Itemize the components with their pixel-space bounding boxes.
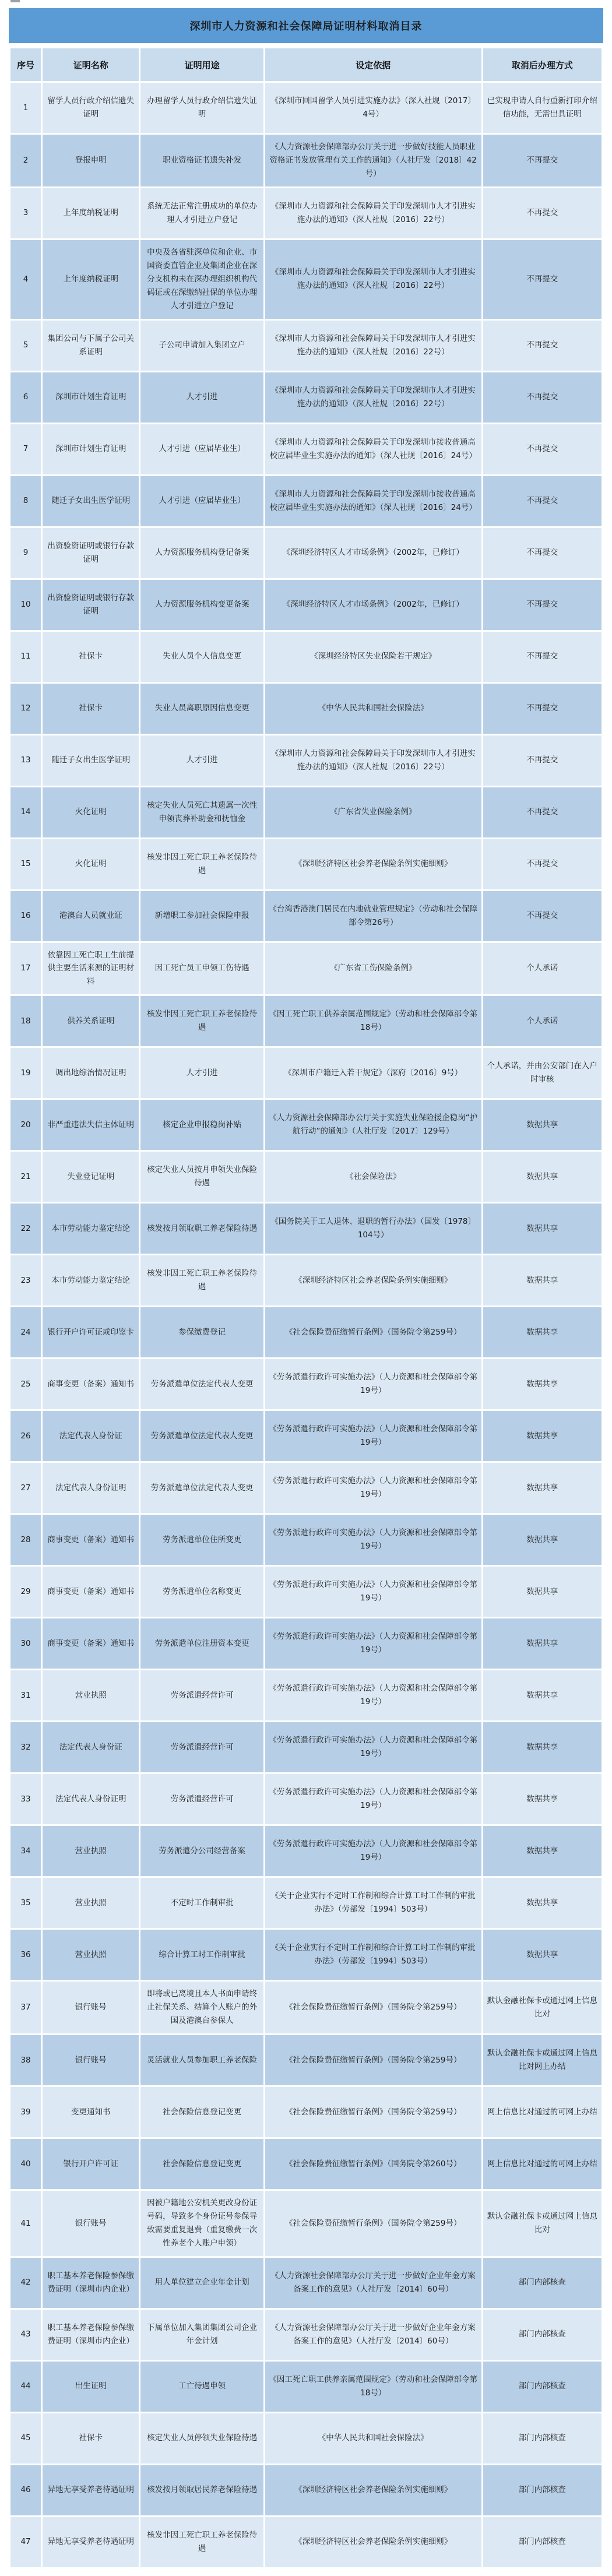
cell-serial-no: 34 [10, 1826, 41, 1876]
cell-certificate-name: 出资验资证明或银行存款证明 [43, 580, 139, 630]
cell-certificate-name: 商事变更（备案）通知书 [43, 1515, 139, 1565]
cell-post-cancellation-method: 不再提交 [483, 787, 602, 837]
cell-certificate-purpose: 人力资源服务机构变更备案 [140, 580, 263, 630]
cell-serial-no: 46 [10, 2465, 41, 2515]
cell-certificate-purpose: 核发按月领取居民养老保险待遇 [140, 2465, 263, 2515]
table-row [10, 1255, 602, 1305]
cell-certificate-purpose: 人才引进（应届毕业生） [140, 476, 263, 526]
table-body [10, 83, 602, 2567]
cell-post-cancellation-method: 网上信息比对通过的可网上办结 [483, 2139, 602, 2189]
page-title: 深圳市人力资源和社会保障局证明材料取消目录 [189, 20, 423, 33]
cell-serial-no: 17 [10, 943, 41, 995]
table-row [10, 684, 602, 734]
cell-setting-basis: 《劳务派遣行政许可实施办法》（人力资源和社会保障部令第19号） [265, 1774, 481, 1824]
cell-setting-basis: 《劳务派遣行政许可实施办法》（人力资源和社会保障部令第19号） [265, 1359, 481, 1409]
cell-certificate-name: 本市劳动能力鉴定结论 [43, 1203, 139, 1254]
table-row [10, 943, 602, 995]
cell-serial-no: 14 [10, 787, 41, 837]
cell-setting-basis: 《劳务派遣行政许可实施办法》（人力资源和社会保障部令第19号） [265, 1411, 481, 1461]
table-row [10, 188, 602, 238]
cell-certificate-purpose: 灵活就业人员参加职工养老保险 [140, 2035, 263, 2085]
cell-certificate-name: 上年度纳税证明 [43, 240, 139, 319]
cell-certificate-purpose: 核发非因工死亡职工养老保险待遇 [140, 2517, 263, 2567]
cell-serial-no: 38 [10, 2035, 41, 2085]
cell-certificate-name: 深圳市计划生育证明 [43, 372, 139, 423]
table-row [10, 1359, 602, 1409]
cell-post-cancellation-method: 数据共享 [483, 1774, 602, 1824]
cell-post-cancellation-method: 个人承诺 [483, 943, 602, 995]
table-row [10, 1100, 602, 1150]
cell-certificate-purpose: 工亡待遇申领 [140, 2362, 263, 2412]
cell-certificate-name: 非严重违法失信主体证明 [43, 1100, 139, 1150]
cell-certificate-name: 社保卡 [43, 684, 139, 734]
cell-post-cancellation-method: 数据共享 [483, 1100, 602, 1150]
cell-certificate-purpose: 劳务派遣经营许可 [140, 1774, 263, 1824]
cell-certificate-purpose: 即将或已离境且本人书面申请终止社保关系、结算个人账户的外国及港澳台参保人 [140, 1982, 263, 2033]
cell-post-cancellation-method: 网上信息比对通过的可网上办结 [483, 2087, 602, 2137]
cell-certificate-name: 异地无享受养老待遇证明 [43, 2465, 139, 2515]
cell-certificate-purpose: 人才引进 [140, 736, 263, 786]
cell-certificate-purpose: 核定失业人员按月申领失业保险待遇 [140, 1152, 263, 1202]
cell-certificate-name: 登报申明 [43, 135, 139, 186]
cell-post-cancellation-method: 个人承诺 [483, 996, 602, 1046]
cell-certificate-purpose: 劳务派遣经营许可 [140, 1670, 263, 1720]
cell-setting-basis: 《深圳市人力资源和社会保障局关于印发深圳市人才引进实施办法的通知》（深人社规〔2016〕22号） [265, 372, 481, 423]
cell-serial-no: 2 [10, 135, 41, 186]
cell-serial-no: 15 [10, 839, 41, 889]
cell-certificate-purpose: 核定失业人员死亡其遗属一次性申领丧葬补助金和抚恤金 [140, 787, 263, 837]
cell-setting-basis: 《社会保险费征缴暂行条例》（国务院令第260号） [265, 2139, 481, 2189]
cell-setting-basis: 《深圳市人力资源和社会保障局关于印发深圳市人才引进实施办法的通知》（深人社规〔2016〕22号） [265, 736, 481, 786]
cell-certificate-name: 银行开户许可证或印鉴卡 [43, 1307, 139, 1357]
cell-post-cancellation-method: 不再提交 [483, 372, 602, 423]
cell-post-cancellation-method: 数据共享 [483, 1930, 602, 1980]
cell-setting-basis: 《劳务派遣行政许可实施办法》（人力资源和社会保障部令第19号） [265, 1826, 481, 1876]
cell-certificate-name: 银行账号 [43, 2035, 139, 2085]
table-row [10, 2362, 602, 2412]
cell-certificate-purpose: 人才引进 [140, 372, 263, 423]
cell-certificate-name: 港澳台人员就业证 [43, 891, 139, 941]
cell-setting-basis: 《台湾香港澳门居民在内地就业管理规定》（劳动和社会保障部令第26号） [265, 891, 481, 941]
cell-setting-basis: 《深圳经济特区社会养老保险条例实施细则》 [265, 1255, 481, 1305]
cell-certificate-name: 上年度纳税证明 [43, 188, 139, 238]
cell-serial-no: 44 [10, 2362, 41, 2412]
cell-serial-no: 5 [10, 321, 41, 371]
cell-post-cancellation-method: 不再提交 [483, 632, 602, 682]
cell-setting-basis: 《社会保险费征缴暂行条例》（国务院令第259号） [265, 1982, 481, 2033]
cell-setting-basis: 《深圳市回国留学人员引进实施办法》（深人社规〔2017〕4号） [265, 83, 481, 133]
cell-post-cancellation-method: 部门内部核查 [483, 2310, 602, 2360]
cell-serial-no: 20 [10, 1100, 41, 1150]
cell-post-cancellation-method: 数据共享 [483, 1203, 602, 1254]
table-row [10, 2310, 602, 2360]
table-header [10, 48, 602, 81]
cell-certificate-name: 职工基本养老保险参保缴费证明（深圳市内企业） [43, 2258, 139, 2308]
cell-serial-no: 31 [10, 1670, 41, 1720]
cell-certificate-purpose: 核定企业申报稳岗补贴 [140, 1100, 263, 1150]
cell-post-cancellation-method: 不再提交 [483, 736, 602, 786]
cell-setting-basis: 《人力资源社会保障部办公厅关于进一步做好技能人员职业资格证书发放管理有关工作的通知》（人社厅发〔2018〕42号） [265, 135, 481, 186]
cell-post-cancellation-method: 不再提交 [483, 188, 602, 238]
cell-certificate-purpose: 人才引进（应届毕业生） [140, 424, 263, 474]
column-header-2: 证明用途 [140, 48, 263, 81]
cell-post-cancellation-method: 不再提交 [483, 476, 602, 526]
table-row [10, 996, 602, 1046]
cell-setting-basis: 《深圳经济特区失业保险若干规定》 [265, 632, 481, 682]
cell-post-cancellation-method: 默认金融社保卡或通过网上信息比对 [483, 1982, 602, 2033]
cell-setting-basis: 《因工死亡职工供养亲属范围规定》（劳动和社会保障部令第18号） [265, 2362, 481, 2412]
cell-certificate-purpose: 因被户籍地公安机关更改身份证号码，导致多个身份证号参保导致需要重复退费（重复缴费一次性养老个人账户申领） [140, 2191, 263, 2256]
table-row [10, 528, 602, 578]
cell-certificate-name: 随迁子女出生医学证明 [43, 736, 139, 786]
cell-certificate-name: 银行账号 [43, 1982, 139, 2033]
cell-post-cancellation-method: 已实现申请人自行重新打印介绍信功能，无需出具证明 [483, 83, 602, 133]
cell-setting-basis: 《劳务派遣行政许可实施办法》（人力资源和社会保障部令第19号） [265, 1722, 481, 1772]
cell-certificate-purpose: 劳务派遣分公司经营备案 [140, 1826, 263, 1876]
cell-post-cancellation-method: 数据共享 [483, 1411, 602, 1461]
cell-certificate-name: 调出地综治情况证明 [43, 1048, 139, 1098]
document-title-bar [9, 8, 603, 43]
cell-serial-no: 16 [10, 891, 41, 941]
table-row [10, 1307, 602, 1357]
cell-post-cancellation-method: 不再提交 [483, 240, 602, 319]
cell-post-cancellation-method: 不再提交 [483, 135, 602, 186]
cell-setting-basis: 《社会保险费征缴暂行条例》（国务院令第259号） [265, 2191, 481, 2256]
table-row [10, 632, 602, 682]
cell-certificate-name: 火化证明 [43, 787, 139, 837]
cell-serial-no: 39 [10, 2087, 41, 2137]
cell-post-cancellation-method: 数据共享 [483, 1722, 602, 1772]
table-row [10, 1618, 602, 1669]
cell-certificate-purpose: 劳务派遣单位法定代表人变更 [140, 1463, 263, 1513]
cell-setting-basis: 《劳务派遣行政许可实施办法》（人力资源和社会保障部令第19号） [265, 1670, 481, 1720]
table-row [10, 2517, 602, 2567]
cell-setting-basis: 《广东省失业保险条例》 [265, 787, 481, 837]
cell-post-cancellation-method: 部门内部核查 [483, 2517, 602, 2567]
cell-serial-no: 7 [10, 424, 41, 474]
cell-setting-basis: 《广东省工伤保险条例》 [265, 943, 481, 995]
cancellation-catalog-table [9, 47, 603, 2569]
cell-certificate-purpose: 新增职工参加社会保险申报 [140, 891, 263, 941]
cell-setting-basis: 《深圳经济特区社会养老保险条例实施细则》 [265, 2517, 481, 2567]
table-row [10, 1982, 602, 2033]
cell-certificate-name: 营业执照 [43, 1930, 139, 1980]
cell-certificate-purpose: 职业资格证书遗失补发 [140, 135, 263, 186]
table-row [10, 240, 602, 319]
cell-serial-no: 8 [10, 476, 41, 526]
cell-serial-no: 23 [10, 1255, 41, 1305]
cell-certificate-purpose: 劳务派遣单位名称变更 [140, 1567, 263, 1617]
cell-post-cancellation-method: 数据共享 [483, 1359, 602, 1409]
cell-serial-no: 40 [10, 2139, 41, 2189]
cell-serial-no: 6 [10, 372, 41, 423]
cell-certificate-name: 本市劳动能力鉴定结论 [43, 1255, 139, 1305]
cell-post-cancellation-method: 不再提交 [483, 684, 602, 734]
cell-certificate-name: 银行开户许可证 [43, 2139, 139, 2189]
cell-certificate-name: 银行账号 [43, 2191, 139, 2256]
table-row [10, 1515, 602, 1565]
cell-setting-basis: 《深圳市人力资源和社会保障局关于印发深圳市人才引进实施办法的通知》（深人社规〔2016〕22号） [265, 240, 481, 319]
cell-setting-basis: 《深圳市户籍迁入若干规定》（深府〔2016〕9号） [265, 1048, 481, 1098]
table-row [10, 736, 602, 786]
cell-serial-no: 28 [10, 1515, 41, 1565]
cell-certificate-name: 营业执照 [43, 1826, 139, 1876]
cell-setting-basis: 《劳务派遣行政许可实施办法》（人力资源和社会保障部令第19号） [265, 1463, 481, 1513]
cell-setting-basis: 《深圳经济特区社会养老保险条例实施细则》 [265, 2465, 481, 2515]
table-row [10, 372, 602, 423]
table-row [10, 1878, 602, 1928]
cell-serial-no: 43 [10, 2310, 41, 2360]
table-row [10, 1670, 602, 1720]
cell-certificate-name: 商事变更（备案）通知书 [43, 1567, 139, 1617]
table-row [10, 321, 602, 371]
cell-setting-basis: 《社会保险费征缴暂行条例》（国务院令第259号） [265, 2035, 481, 2085]
table-row [10, 1203, 602, 1254]
cell-certificate-purpose: 劳务派遣经营许可 [140, 1722, 263, 1772]
cell-certificate-name: 法定代表人身份证明 [43, 1774, 139, 1824]
cell-serial-no: 25 [10, 1359, 41, 1409]
cell-serial-no: 13 [10, 736, 41, 786]
cell-serial-no: 4 [10, 240, 41, 319]
cell-setting-basis: 《深圳经济特区人才市场条例》（2002年，已修订） [265, 580, 481, 630]
cell-post-cancellation-method: 不再提交 [483, 424, 602, 474]
cell-certificate-purpose: 系统无法正常注册成功的单位办理人才引进立户登记 [140, 188, 263, 238]
cell-post-cancellation-method: 数据共享 [483, 1307, 602, 1357]
table-row [10, 1048, 602, 1098]
table-row [10, 2413, 602, 2464]
table-row [10, 1722, 602, 1772]
table-row [10, 839, 602, 889]
cell-certificate-name: 法定代表人身份证明 [43, 1463, 139, 1513]
cell-certificate-purpose: 劳务派遣单位注册资本变更 [140, 1618, 263, 1669]
cell-certificate-name: 商事变更（备案）通知书 [43, 1359, 139, 1409]
cell-certificate-name: 营业执照 [43, 1670, 139, 1720]
column-header-4: 取消后办理方式 [483, 48, 602, 81]
cell-serial-no: 1 [10, 83, 41, 133]
cell-post-cancellation-method: 数据共享 [483, 1826, 602, 1876]
cell-serial-no: 36 [10, 1930, 41, 1980]
cell-certificate-name: 集团公司与下属子公司关系证明 [43, 321, 139, 371]
cell-setting-basis: 《因工死亡职工供养亲属范围规定》（劳动和社会保障部令第18号） [265, 996, 481, 1046]
cell-serial-no: 22 [10, 1203, 41, 1254]
cell-post-cancellation-method: 不再提交 [483, 528, 602, 578]
cell-certificate-name: 法定代表人身份证 [43, 1722, 139, 1772]
cell-setting-basis: 《深圳市人力资源和社会保障局关于印发深圳市接收普通高校应届毕业生实施办法的通知》（深人社规〔2016〕24号） [265, 476, 481, 526]
cell-post-cancellation-method: 不再提交 [483, 580, 602, 630]
cell-post-cancellation-method: 不再提交 [483, 321, 602, 371]
cell-post-cancellation-method: 默认金融社保卡或通过网上信息比对网上办结 [483, 2035, 602, 2085]
cell-serial-no: 24 [10, 1307, 41, 1357]
cell-certificate-name: 出生证明 [43, 2362, 139, 2412]
cell-serial-no: 18 [10, 996, 41, 1046]
cell-setting-basis: 《劳务派遣行政许可实施办法》（人力资源和社会保障部令第19号） [265, 1618, 481, 1669]
cell-post-cancellation-method: 数据共享 [483, 1878, 602, 1928]
cell-post-cancellation-method: 数据共享 [483, 1670, 602, 1720]
cell-certificate-purpose: 社会保险信息登记变更 [140, 2139, 263, 2189]
cell-post-cancellation-method: 默认金融社保卡或通过网上信息比对 [483, 2191, 602, 2256]
cell-serial-no: 42 [10, 2258, 41, 2308]
table-row [10, 83, 602, 133]
cell-post-cancellation-method: 部门内部核查 [483, 2413, 602, 2464]
table-row [10, 2191, 602, 2256]
cell-setting-basis: 《劳务派遣行政许可实施办法》（人力资源和社会保障部令第19号） [265, 1567, 481, 1617]
cell-certificate-purpose: 参保缴费登记 [140, 1307, 263, 1357]
table-row [10, 2087, 602, 2137]
cell-certificate-purpose: 办理留学人员行政介绍信遗失证明 [140, 83, 263, 133]
cell-post-cancellation-method: 数据共享 [483, 1152, 602, 1202]
table-row [10, 2139, 602, 2189]
column-header-1: 证明名称 [43, 48, 139, 81]
cell-post-cancellation-method: 数据共享 [483, 1463, 602, 1513]
cell-serial-no: 10 [10, 580, 41, 630]
cell-setting-basis: 《人力资源社会保障部办公厅关于实施失业保险援企稳岗“护航行动”的通知》（人社厅发〔2017〕129号） [265, 1100, 481, 1150]
cell-certificate-purpose: 劳务派遣单位法定代表人变更 [140, 1411, 263, 1461]
cell-certificate-name: 职工基本养老保险参保缴费证明（深圳市内企业） [43, 2310, 139, 2360]
table-row [10, 2465, 602, 2515]
cell-certificate-purpose: 核发非因工死亡职工养老保险待遇 [140, 996, 263, 1046]
screen-edge-artifact [10, 0, 20, 2]
cell-setting-basis: 《深圳市人力资源和社会保障局关于印发深圳市人才引进实施办法的通知》（深人社规〔2016〕22号） [265, 188, 481, 238]
cell-certificate-name: 出资验资证明或银行存款证明 [43, 528, 139, 578]
table-row [10, 1774, 602, 1824]
cell-serial-no: 47 [10, 2517, 41, 2567]
cell-setting-basis: 《劳务派遣行政许可实施办法》（人力资源和社会保障部令第19号） [265, 1515, 481, 1565]
table-row [10, 1567, 602, 1617]
cell-certificate-name: 法定代表人身份证 [43, 1411, 139, 1461]
cell-post-cancellation-method: 数据共享 [483, 1515, 602, 1565]
cell-certificate-purpose: 核发非因工死亡职工养老保险待遇 [140, 839, 263, 889]
cell-certificate-purpose: 用人单位建立企业年金计划 [140, 2258, 263, 2308]
cell-setting-basis: 《国务院关于工人退休、退职的暂行办法》（国发〔1978〕104号） [265, 1203, 481, 1254]
table-row [10, 1463, 602, 1513]
cell-setting-basis: 《社会保险法》 [265, 1152, 481, 1202]
cell-certificate-name: 留学人员行政介绍信遗失证明 [43, 83, 139, 133]
cell-certificate-purpose: 失业人员离职原因信息变更 [140, 684, 263, 734]
cell-post-cancellation-method: 部门内部核查 [483, 2258, 602, 2308]
cell-setting-basis: 《中华人民共和国社会保险法》 [265, 2413, 481, 2464]
cell-serial-no: 30 [10, 1618, 41, 1669]
cell-setting-basis: 《社会保险费征缴暂行条例》（国务院令第259号） [265, 1307, 481, 1357]
cell-serial-no: 37 [10, 1982, 41, 2033]
cell-serial-no: 11 [10, 632, 41, 682]
cell-certificate-purpose: 因工死亡员工申领工伤待遇 [140, 943, 263, 995]
cell-certificate-name: 社保卡 [43, 2413, 139, 2464]
table-row [10, 476, 602, 526]
cell-certificate-purpose: 劳务派遣单位住所变更 [140, 1515, 263, 1565]
cell-serial-no: 35 [10, 1878, 41, 1928]
cell-certificate-name: 商事变更（备案）通知书 [43, 1618, 139, 1669]
cell-certificate-purpose: 核发按月领取职工养老保险待遇 [140, 1203, 263, 1254]
table-row [10, 1152, 602, 1202]
cell-certificate-purpose: 中央及各省驻深单位和企业、市国资委直管企业及集团企业在深分支机构未在深办理组织机构代码证或在深缴纳社保的单位办理人才引进立户登记 [140, 240, 263, 319]
table-row [10, 424, 602, 474]
table-row [10, 135, 602, 186]
cell-setting-basis: 《关于企业实行不定时工作制和综合计算工时工作制的审批办法》（劳部发〔1994〕503号） [265, 1930, 481, 1980]
cell-certificate-purpose: 核定失业人员停领失业保险待遇 [140, 2413, 263, 2464]
table-row [10, 2035, 602, 2085]
cell-post-cancellation-method: 个人承诺，并由公安部门在入户时审核 [483, 1048, 602, 1098]
column-header-0: 序号 [10, 48, 41, 81]
cell-post-cancellation-method: 不再提交 [483, 839, 602, 889]
cell-setting-basis: 《关于企业实行不定时工作制和综合计算工时工作制的审批办法》（劳部发〔1994〕503号） [265, 1878, 481, 1928]
cell-setting-basis: 《中华人民共和国社会保险法》 [265, 684, 481, 734]
cell-post-cancellation-method: 数据共享 [483, 1618, 602, 1669]
cell-serial-no: 9 [10, 528, 41, 578]
cell-post-cancellation-method: 部门内部核查 [483, 2465, 602, 2515]
cell-certificate-purpose: 人力资源服务机构登记备案 [140, 528, 263, 578]
cell-serial-no: 45 [10, 2413, 41, 2464]
cell-certificate-name: 变更通知书 [43, 2087, 139, 2137]
cell-certificate-name: 随迁子女出生医学证明 [43, 476, 139, 526]
table-row [10, 580, 602, 630]
table-row [10, 1411, 602, 1461]
cell-setting-basis: 《深圳市人力资源和社会保障局关于印发深圳市接收普通高校应届毕业生实施办法的通知》（深人社规〔2016〕24号） [265, 424, 481, 474]
cell-certificate-purpose: 劳务派遣单位法定代表人变更 [140, 1359, 263, 1409]
table-row [10, 2258, 602, 2308]
cell-serial-no: 27 [10, 1463, 41, 1513]
table-row [10, 787, 602, 837]
cell-post-cancellation-method: 部门内部核查 [483, 2362, 602, 2412]
cell-certificate-purpose: 失业人员个人信息变更 [140, 632, 263, 682]
cell-setting-basis: 《深圳经济特区社会养老保险条例实施细则》 [265, 839, 481, 889]
cell-serial-no: 26 [10, 1411, 41, 1461]
cell-serial-no: 32 [10, 1722, 41, 1772]
cell-certificate-purpose: 子公司申请加入集团立户 [140, 321, 263, 371]
cell-setting-basis: 《人力资源社会保障部办公厅关于进一步做好企业年金方案备案工作的意见》（人社厅发〔2014〕60号） [265, 2258, 481, 2308]
cell-post-cancellation-method: 数据共享 [483, 1567, 602, 1617]
cell-certificate-name: 火化证明 [43, 839, 139, 889]
cell-setting-basis: 《深圳经济特区人才市场条例》（2002年，已修订） [265, 528, 481, 578]
cell-certificate-purpose: 综合计算工时工作制审批 [140, 1930, 263, 1980]
cell-certificate-purpose: 不定时工作制审批 [140, 1878, 263, 1928]
cell-serial-no: 3 [10, 188, 41, 238]
column-header-3: 设定依据 [265, 48, 481, 81]
cell-setting-basis: 《深圳市人力资源和社会保障局关于印发深圳市人才引进实施办法的通知》（深人社规〔2016〕22号） [265, 321, 481, 371]
cell-certificate-purpose: 下属单位加入集团集团公司企业年金计划 [140, 2310, 263, 2360]
table-row [10, 1826, 602, 1876]
cell-certificate-purpose: 核发非因工死亡职工养老保险待遇 [140, 1255, 263, 1305]
cell-serial-no: 12 [10, 684, 41, 734]
cell-serial-no: 33 [10, 1774, 41, 1824]
cell-certificate-name: 社保卡 [43, 632, 139, 682]
cell-serial-no: 41 [10, 2191, 41, 2256]
cell-serial-no: 21 [10, 1152, 41, 1202]
cell-certificate-name: 深圳市计划生育证明 [43, 424, 139, 474]
cell-certificate-purpose: 社会保险信息登记变更 [140, 2087, 263, 2137]
cell-certificate-name: 供养关系证明 [43, 996, 139, 1046]
cell-post-cancellation-method: 数据共享 [483, 1255, 602, 1305]
header-row [10, 48, 602, 81]
table-row [10, 1930, 602, 1980]
cell-serial-no: 29 [10, 1567, 41, 1617]
cell-certificate-purpose: 人才引进 [140, 1048, 263, 1098]
cell-certificate-name: 异地无享受养老待遇证明 [43, 2517, 139, 2567]
cell-certificate-name: 依靠因工死亡职工生前提供主要生活来源的证明材料 [43, 943, 139, 995]
cell-certificate-name: 营业执照 [43, 1878, 139, 1928]
table-row [10, 891, 602, 941]
cell-post-cancellation-method: 不再提交 [483, 891, 602, 941]
cell-serial-no: 19 [10, 1048, 41, 1098]
cell-setting-basis: 《人力资源社会保障部办公厅关于进一步做好企业年金方案备案工作的意见》（人社厅发〔2014〕60号） [265, 2310, 481, 2360]
cell-certificate-name: 失业登记证明 [43, 1152, 139, 1202]
cell-setting-basis: 《社会保险费征缴暂行条例》（国务院令第259号） [265, 2087, 481, 2137]
